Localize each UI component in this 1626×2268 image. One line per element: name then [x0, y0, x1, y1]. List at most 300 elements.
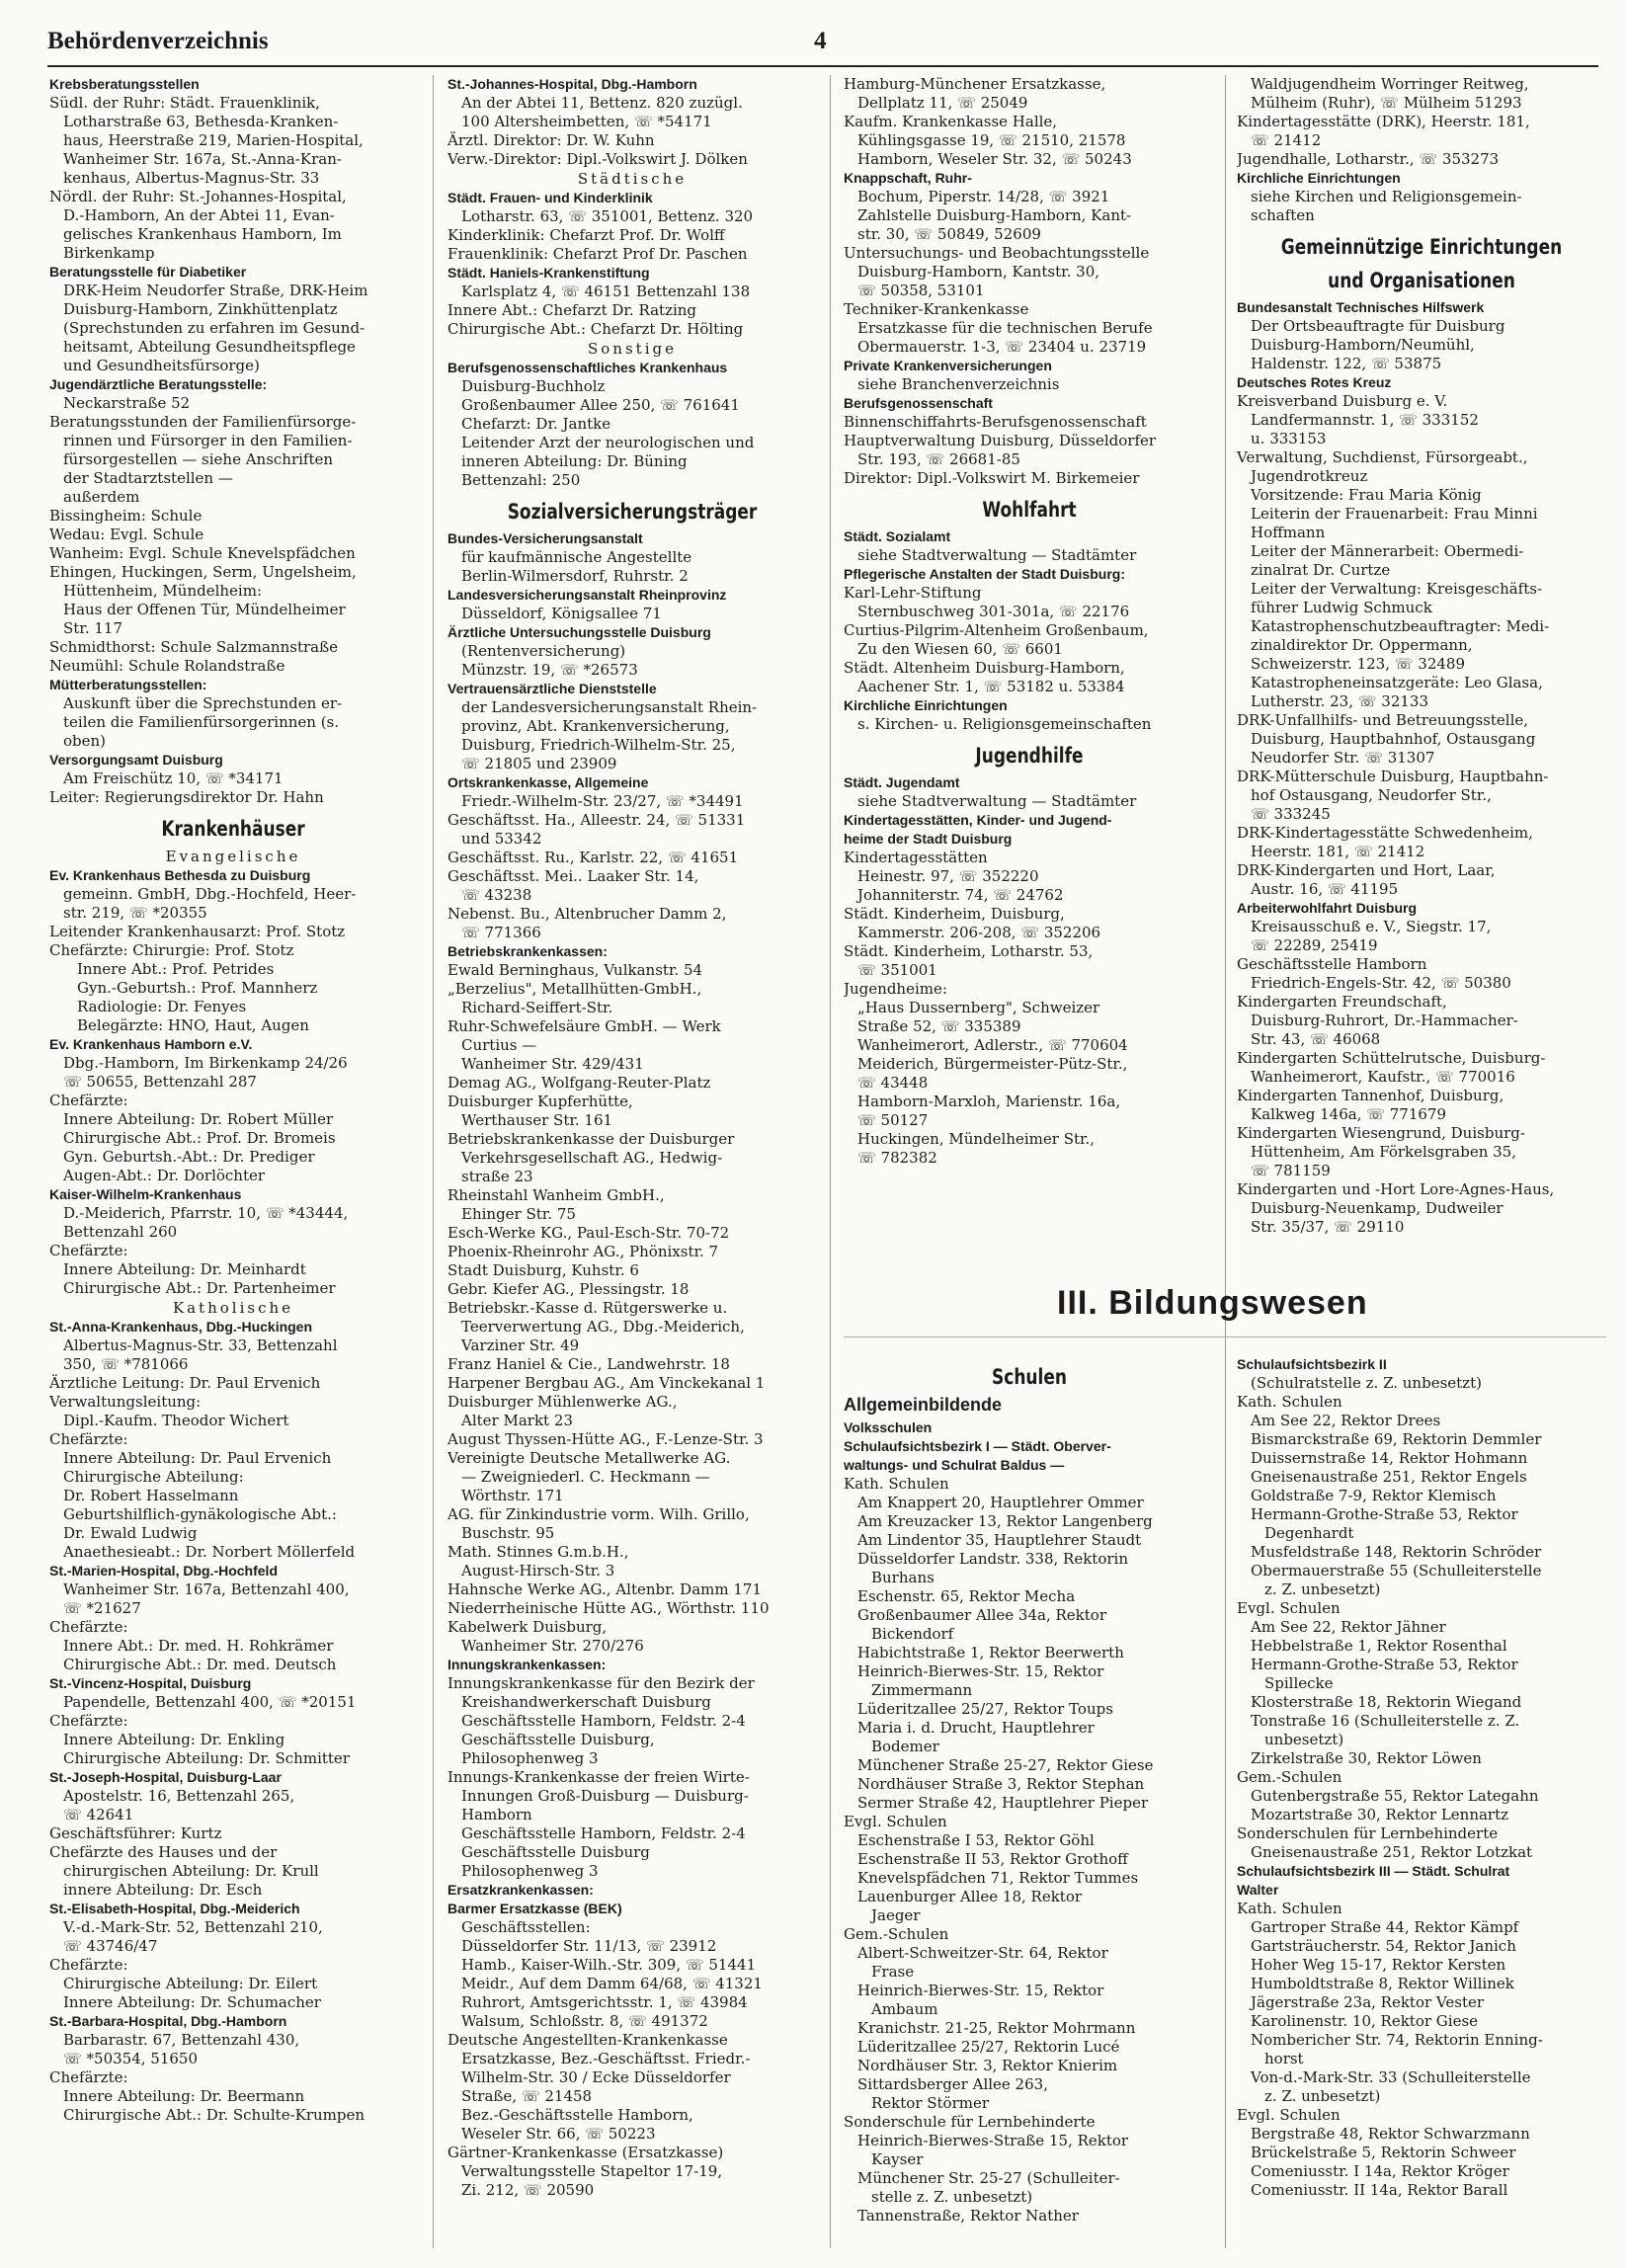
entry-line: Ärztliche Leitung: Dr. Paul Ervenich	[49, 1374, 321, 1392]
entry-detail: z. Z. unbesetzt)	[1264, 1580, 1381, 1598]
entry-detail: Landfermannstr. 1, ☏ 333152	[1251, 411, 1479, 429]
entry-detail: Frase	[871, 1963, 915, 1981]
entry-line: Hahnsche Werke AG., Altenbr. Damm 171	[447, 1580, 762, 1598]
entry-detail: Geschäftsstelle Hamborn, Feldstr. 2-4	[461, 1712, 746, 1730]
entry-detail: Lotharstraße 63, Bethesda-Kranken-	[63, 113, 339, 130]
entry-detail: Münchener Straße 25-27, Rektor Giese	[857, 1756, 1154, 1774]
entry-detail: August-Hirsch-Str. 3	[461, 1562, 615, 1580]
entry-detail: Chirurgische Abt.: Dr. Partenheimer	[63, 1279, 336, 1297]
entry-line: Neumühl: Schule Rolandstraße	[49, 657, 285, 675]
column-divider	[830, 75, 831, 2248]
entry-detail: Ersatzkasse, Bez.-Geschäftsst. Friedr.-	[461, 2050, 751, 2067]
entry-detail: Str. 43, ☏ 46068	[1251, 1030, 1381, 1048]
entry-line: Duisburger Kupferhütte,	[447, 1093, 633, 1110]
entry-detail: Innere Abteilung: Dr. Beermann	[63, 2087, 305, 2105]
entry-detail: z. Z. unbesetzt)	[1264, 2087, 1381, 2105]
entry-detail: Innere Abteilung: Dr. Meinhardt	[63, 1260, 306, 1278]
entry-line: Verwaltungsleitung:	[49, 1393, 202, 1411]
entry-detail: Duisburg, Friedrich-Wilhelm-Str. 25,	[461, 736, 736, 754]
entry-heading: Berufsgenossenschaftliches Krankenhaus	[447, 360, 728, 375]
entry-detail: Am See 22, Rektor Jähner	[1251, 1618, 1446, 1636]
entry-detail: Brückelstraße 5, Rektorin Schweer	[1251, 2144, 1516, 2161]
entry-detail: Austr. 16, ☏ 41195	[1251, 880, 1399, 898]
entry-detail: ☏ *21627	[63, 1599, 141, 1617]
entry-line: Kath. Schulen	[844, 1475, 949, 1493]
entry-detail: Lauenburger Allee 18, Rektor	[857, 1888, 1083, 1905]
entry-detail: Münzstr. 19, ☏ *26573	[461, 661, 638, 679]
entry-detail: Lüderitzallee 25/27, Rektorin Lucé	[857, 2038, 1120, 2056]
entry-detail: Vorsitzende: Frau Maria König	[1251, 486, 1482, 504]
entry-detail: Aachener Str. 1, ☏ 53182 u. 53384	[857, 678, 1125, 695]
entry-detail: Kreishandwerkerschaft Duisburg	[461, 1693, 711, 1711]
entry-detail: Großenbaumer Allee 34a, Rektor	[857, 1606, 1106, 1624]
entry-detail: Dbg.-Hamborn, Im Birkenkamp 24/26	[63, 1054, 348, 1072]
entry-detail: Heinrich-Bierwes-Straße 15, Rektor	[857, 2132, 1129, 2149]
entry-detail: Buschstr. 95	[461, 1524, 555, 1542]
entry-detail: und 53342	[461, 830, 542, 848]
entry-detail: Albertus-Magnus-Str. 33, Bettenzahl	[63, 1336, 338, 1354]
entry-line: Kindergarten Freundschaft,	[1237, 993, 1447, 1011]
entry-detail: Karlsplatz 4, ☏ 46151 Bettenzahl 138	[461, 283, 751, 300]
entry-detail: Hüttenheim, Mündelheim:	[63, 582, 262, 600]
entry-detail: Jägerstraße 23a, Rektor Vester	[1251, 1993, 1485, 2011]
entry-detail: unbesetzt)	[1264, 1731, 1344, 1748]
entry-heading: Volksschulen	[844, 1419, 933, 1435]
entry-detail: Johanniterstr. 74, ☏ 24762	[857, 886, 1064, 904]
entry-heading: St.-Marien-Hospital, Dbg.-Hochfeld	[49, 1563, 278, 1579]
entry-detail: und Gesundheitsfürsorge)	[63, 357, 260, 374]
entry-detail: Apostelstr. 16, Bettenzahl 265,	[63, 1787, 295, 1805]
entry-detail: Zu den Wiesen 60, ☏ 6601	[857, 640, 1063, 658]
entry-line: Geschäftsführer: Kurtz	[49, 1824, 222, 1842]
entry-detail: Chirurgische Abteilung:	[63, 1468, 244, 1486]
entry-detail: Wanheimerort, Adlerstr., ☏ 770604	[857, 1036, 1128, 1054]
entry-detail: oben)	[63, 732, 107, 750]
entry-line: Niederrheinische Hütte AG., Wörthstr. 110	[447, 1599, 770, 1617]
entry-detail: ☏ 42641	[63, 1806, 134, 1823]
entry-heading: Schulaufsichtsbezirk II	[1237, 1356, 1387, 1372]
entry-line: Innungskrankenkasse für den Bezirk der	[447, 1674, 755, 1692]
entry-detail: Chirurgische Abt.: Dr. med. Deutsch	[63, 1656, 337, 1673]
entry-detail: Heinrich-Bierwes-Str. 15, Rektor	[857, 1662, 1104, 1680]
entry-heading: Ev. Krankenhaus Bethesda zu Duisburg	[49, 867, 311, 883]
entry-detail: Zimmermann	[871, 1681, 973, 1699]
entry-detail: Haus der Offenen Tür, Mündelheimer	[63, 601, 346, 618]
section-heading: Schulen	[991, 1365, 1067, 1389]
entry-detail: Waldjugendheim Worringer Reitweg,	[1251, 75, 1529, 93]
entry-detail: Verkehrsgesellschaft AG., Hedwig-	[461, 1149, 723, 1167]
entry-detail: Varziner Str. 49	[461, 1336, 580, 1354]
category-label: Katholische	[172, 1299, 294, 1317]
subsection-heading: Allgemeinbildende	[844, 1395, 1003, 1415]
entry-heading: Städt. Frauen- und Kinderklinik	[447, 190, 653, 205]
entry-detail: Berlin-Wilmersdorf, Ruhrstr. 2	[461, 567, 689, 585]
entry-detail: Duisburg-Hamborn/Neumühl,	[1251, 336, 1475, 354]
entry-line: Chefärzte:	[49, 1956, 128, 1974]
entry-detail: Leiterin der Frauenarbeit: Frau Minni	[1251, 505, 1538, 523]
column-1	[49, 75, 417, 2258]
entry-detail: Leiter der Verwaltung: Kreisgeschäfts-	[1251, 580, 1543, 598]
running-title: Behördenverzeichnis	[47, 28, 269, 54]
entry-line: Geschäftsstelle Hamborn	[1237, 955, 1427, 973]
entry-detail: Bickendorf	[871, 1625, 954, 1643]
entry-line: Gebr. Kiefer AG., Plessingstr. 18	[447, 1280, 690, 1298]
entry-detail: zinaldirektor Dr. Oppermann,	[1251, 636, 1473, 654]
entry-detail: für kaufmännische Angestellte	[461, 548, 692, 566]
entry-line: „Berzelius", Metallhütten-GmbH.,	[447, 980, 702, 998]
entry-detail: u. 333153	[1251, 430, 1327, 447]
entry-line: Evgl. Schulen	[1237, 1599, 1341, 1617]
entry-heading: Ortskrankenkasse, Allgemeine	[447, 774, 649, 790]
entry-heading: Barmer Ersatzkasse (BEK)	[447, 1901, 622, 1916]
entry-detail: straße 23	[461, 1168, 533, 1185]
entry-detail: Bochum, Piperstr. 14/28, ☏ 3921	[857, 188, 1110, 205]
entry-line: Evgl. Schulen	[1237, 2106, 1341, 2124]
entry-detail: (Schulratstelle z. Z. unbesetzt)	[1251, 1374, 1482, 1392]
entry-line: Direktor: Dipl.-Volkswirt M. Birkemeier	[844, 469, 1140, 487]
entry-detail: ☏ *50354, 51650	[63, 2050, 198, 2067]
entry-line: Kabelwerk Duisburg,	[447, 1618, 608, 1636]
entry-detail: ☏ 771366	[461, 924, 541, 941]
entry-line: Bissingheim: Schule	[49, 507, 203, 525]
entry-line: Wedau: Evgl. Schule	[49, 526, 204, 543]
section-heading: Sozialversicherungsträger	[507, 500, 758, 524]
entry-detail: DRK-Heim Neudorfer Straße, DRK-Heim	[63, 282, 368, 299]
entry-detail: Obermauerstraße 55 (Schulleiterstelle	[1251, 1562, 1542, 1580]
entry-detail: Str. 193, ☏ 26681-85	[857, 450, 1020, 468]
entry-detail: Wanheimer Str. 167a, Bettenzahl 400,	[63, 1580, 350, 1598]
entry-detail: siehe Stadtverwaltung — Stadtämter	[857, 546, 1137, 564]
entry-detail: Schweizerstr. 123, ☏ 32489	[1251, 655, 1465, 673]
entry-detail: Huckingen, Mündelheimer Str.,	[857, 1130, 1096, 1148]
entry-detail: siehe Kirchen und Religionsgemein-	[1251, 188, 1522, 205]
entry-detail: Hermann-Grothe-Straße 53, Rektor	[1251, 1656, 1518, 1673]
entry-detail: Heinestr. 97, ☏ 352220	[857, 867, 1039, 885]
entry-detail: Radiologie: Dr. Fenyes	[77, 998, 247, 1015]
page-number: 4	[814, 28, 827, 54]
entry-heading: Bundesanstalt Technisches Hilfswerk	[1237, 299, 1485, 315]
category-label: Städtische	[577, 170, 688, 188]
entry-detail: Philosophenweg 3	[461, 1862, 599, 1880]
entry-detail: (Rentenversicherung)	[461, 642, 626, 660]
entry-detail: ☏ 43238	[461, 886, 532, 904]
column-3	[844, 75, 1215, 1260]
entry-line: Frauenklinik: Chefarzt Prof Dr. Paschen	[447, 245, 748, 263]
entry-heading: Innungskrankenkassen:	[447, 1657, 607, 1672]
entry-detail: Alter Markt 23	[461, 1412, 573, 1429]
entry-detail: Geschäftsstelle Duisburg,	[461, 1731, 655, 1748]
entry-heading: Knappschaft, Ruhr-	[844, 170, 972, 186]
entry-detail: Albert-Schweitzer-Str. 64, Rektor	[857, 1944, 1108, 1962]
entry-detail: Hamb., Kaiser-Wilh.-Str. 309, ☏ 51441	[461, 1956, 757, 1974]
entry-line: Kindergarten Tannenhof, Duisburg,	[1237, 1087, 1504, 1104]
entry-detail: str. 219, ☏ *20355	[63, 904, 207, 922]
entry-line: Rheinstahl Wanheim GmbH.,	[447, 1186, 665, 1204]
entry-detail: schaften	[1251, 206, 1315, 224]
section-heading: III. Bildungswesen	[1057, 1284, 1368, 1322]
entry-line: Kaufm. Krankenkasse Halle,	[844, 113, 1058, 130]
entry-detail: Duisburg-Hamborn, Kantstr. 30,	[857, 263, 1100, 281]
entry-detail: Friedrich-Engels-Str. 42, ☏ 50380	[1251, 974, 1511, 992]
entry-detail: „Haus Dussernberg", Schweizer	[857, 999, 1100, 1016]
entry-detail: Hüttenheim, Am Förkelsgraben 35,	[1251, 1143, 1516, 1161]
entry-detail: Duisburg, Hauptbahnhof, Ostausgang	[1251, 730, 1536, 748]
entry-line: Städt. Kinderheim, Lotharstr. 53,	[844, 942, 1094, 960]
entry-detail: Am See 22, Rektor Drees	[1251, 1412, 1441, 1429]
entry-detail: Gyn.-Geburtsh.: Prof. Mannherz	[77, 979, 318, 997]
entry-detail: Neudorfer Str. ☏ 31307	[1251, 749, 1435, 767]
entry-detail: Birkenkamp	[63, 244, 155, 262]
entry-heading: Kirchliche Einrichtungen	[1237, 170, 1401, 186]
entry-line: Chefärzte: Chirurgie: Prof. Stotz	[49, 941, 294, 959]
entry-line: Ewald Berninghaus, Vulkanstr. 54	[447, 961, 703, 979]
entry-line: Stadt Duisburg, Kuhstr. 6	[447, 1261, 639, 1279]
entry-line: Leitender Krankenhausarzt: Prof. Stotz	[49, 923, 346, 940]
entry-detail: chirurgischen Abteilung: Dr. Krull	[63, 1862, 319, 1880]
entry-heading: Bundes-Versicherungsanstalt	[447, 530, 643, 546]
entry-line: Schmidthorst: Schule Salzmannstraße	[49, 638, 338, 656]
category-label: Sonstige	[588, 340, 677, 358]
entry-detail: Am Kreuzacker 13, Rektor Langenberg	[857, 1512, 1153, 1530]
entry-detail: Zi. 212, ☏ 20590	[461, 2181, 595, 2199]
entry-heading: Pflegerische Anstalten der Stadt Duisburg:	[844, 566, 1125, 582]
category-label: Evangelische	[165, 848, 301, 865]
entry-detail: siehe Branchenverzeichnis	[857, 375, 1060, 393]
entry-detail: Bettenzahl 260	[63, 1223, 178, 1241]
entry-detail: teilen die Familienfürsorgerinnen (s.	[63, 713, 340, 731]
entry-detail: Nombericher Str. 74, Rektorin Enning-	[1251, 2031, 1543, 2049]
entry-detail: heitsamt, Abteilung Gesundheitspflege	[63, 338, 356, 356]
entry-detail: Sittardsberger Allee 263,	[857, 2075, 1048, 2093]
entry-detail: Meiderich, Bürgermeister-Pütz-Str.,	[857, 1055, 1128, 1073]
entry-heading: St.-Elisabeth-Hospital, Dbg.-Meiderich	[49, 1901, 300, 1916]
entry-line: Chefärzte:	[49, 1712, 128, 1730]
entry-detail: Klosterstraße 18, Rektorin Wiegand	[1251, 1693, 1522, 1711]
entry-heading: waltungs- und Schulrat Baldus —	[844, 1457, 1065, 1473]
entry-detail: Meidr., Auf dem Damm 64/68, ☏ 41321	[461, 1975, 763, 1992]
entry-detail: Innere Abt.: Prof. Petrides	[77, 960, 275, 978]
entry-line: Harpener Bergbau AG., Am Vinckekanal 1	[447, 1374, 766, 1392]
entry-line: Karl-Lehr-Stiftung	[844, 584, 982, 602]
entry-heading: Walter	[1237, 1882, 1279, 1898]
entry-detail: Str. 117	[63, 619, 122, 637]
entry-line: DRK-Unfallhilfs- und Betreuungsstelle,	[1237, 711, 1529, 729]
entry-line: Evgl. Schulen	[844, 1813, 947, 1830]
entry-line: Gärtner-Krankenkasse (Ersatzkasse)	[447, 2144, 724, 2161]
entry-detail: ☏ 22289, 25419	[1251, 936, 1378, 954]
entry-line: Jugendheime:	[844, 980, 947, 998]
entry-heading: Städt. Sozialamt	[844, 528, 951, 544]
entry-detail: Gyn. Geburtsh.-Abt.: Dr. Prediger	[63, 1148, 315, 1166]
entry-detail: D.-Meiderich, Pfarrstr. 10, ☏ *43444,	[63, 1204, 349, 1222]
entry-line: Math. Stinnes G.m.b.H.,	[447, 1543, 629, 1561]
entry-heading: St.-Anna-Krankenhaus, Dbg.-Huckingen	[49, 1319, 313, 1335]
section-heading: und Organisationen	[1328, 269, 1515, 292]
entry-line: Kindergarten und -Hort Lore-Agnes-Haus,	[1237, 1180, 1555, 1198]
entry-line: Hauptverwaltung Duisburg, Düsseldorfer	[844, 432, 1157, 449]
entry-detail: Sternbuschweg 301-301a, ☏ 22176	[857, 603, 1130, 620]
entry-line: Chefärzte:	[49, 2068, 128, 2086]
entry-detail: ☏ 43746/47	[63, 1937, 158, 1955]
entry-detail: Chefarzt: Dr. Jantke	[461, 415, 611, 433]
entry-line: August Thyssen-Hütte AG., F.-Lenze-Str. 3	[447, 1430, 764, 1448]
entry-detail: Gutenbergstraße 55, Rektor Lategahn	[1251, 1787, 1539, 1805]
entry-line: Ruhr-Schwefelsäure GmbH. — Werk	[447, 1017, 721, 1035]
entry-detail: Gneisenaustraße 251, Rektor Lotzkat	[1251, 1843, 1533, 1861]
entry-detail: Mülheim (Ruhr), ☏ Mülheim 51293	[1251, 94, 1522, 112]
entry-heading: Ersatzkrankenkassen:	[447, 1882, 594, 1898]
entry-detail: Weseler Str. 66, ☏ 50223	[461, 2125, 656, 2143]
entry-detail: Kalkweg 146a, ☏ 771679	[1251, 1105, 1447, 1123]
entry-heading: Krebsberatungsstellen	[49, 76, 200, 92]
entry-line: Sonderschulen für Lernbehinderte	[1237, 1824, 1499, 1842]
entry-detail: Rektor Störmer	[871, 2094, 990, 2112]
entry-line: Gem.-Schulen	[1237, 1768, 1342, 1786]
entry-detail: siehe Stadtverwaltung — Stadtämter	[857, 792, 1137, 810]
entry-line: Franz Haniel & Cie., Landwehrstr. 18	[447, 1355, 730, 1373]
entry-detail: Werthauser Str. 161	[461, 1111, 613, 1129]
entry-line: Hamburg-Münchener Ersatzkasse,	[844, 75, 1106, 93]
entry-detail: Zahlstelle Duisburg-Hamborn, Kant-	[857, 206, 1132, 224]
entry-heading: Arbeiterwohlfahrt Duisburg	[1237, 900, 1418, 916]
column-divider	[433, 75, 434, 2248]
entry-detail: Wanheimer Str. 429/431	[461, 1055, 644, 1073]
entry-detail: hof Ostausgang, Neudorfer Str.,	[1251, 786, 1492, 804]
entry-detail: Obermauerstr. 1-3, ☏ 23404 u. 23719	[857, 338, 1147, 356]
entry-detail: Hamborn, Weseler Str. 32, ☏ 50243	[857, 150, 1132, 168]
entry-line: Kindergarten Schüttelrutsche, Duisburg-	[1237, 1049, 1546, 1067]
entry-detail: (Sprechstunden zu erfahren im Gesund-	[63, 319, 366, 337]
entry-detail: Düsseldorfer Landstr. 338, Rektorin	[857, 1550, 1128, 1568]
entry-detail: Nordhäuser Str. 3, Rektor Knierim	[857, 2057, 1118, 2074]
entry-heading: Jugendärztliche Beratungsstelle:	[49, 376, 268, 392]
entry-detail: Kayser	[871, 2150, 924, 2168]
entry-line: AG. für Zinkindustrie vorm. Wilh. Grillo,	[447, 1505, 750, 1523]
entry-line: Chefärzte:	[49, 1618, 128, 1636]
entry-detail: An der Abtei 11, Bettenz. 820 zuzügl.	[461, 94, 743, 112]
entry-detail: ☏ 21805 und 23909	[461, 755, 617, 772]
entry-line: Leiter: Regierungsdirektor Dr. Hahn	[49, 788, 324, 806]
entry-heading: Berufsgenossenschaft	[844, 395, 993, 411]
entry-heading: heime der Stadt Duisburg	[844, 831, 1013, 847]
entry-detail: Hebbelstraße 1, Rektor Rosenthal	[1251, 1637, 1507, 1655]
entry-detail: Kreisausschuß e. V., Siegstr. 17,	[1251, 918, 1492, 935]
entry-detail: Wanheimerort, Kaufstr., ☏ 770016	[1251, 1068, 1515, 1086]
entry-detail: Musfeldstraße 148, Rektorin Schröder	[1251, 1543, 1542, 1561]
entry-detail: Philosophenweg 3	[461, 1749, 599, 1767]
entry-line: Gem.-Schulen	[844, 1925, 949, 1943]
entry-detail: Anaethesieabt.: Dr. Norbert Möllerfeld	[63, 1543, 356, 1561]
entry-detail: ☏ 333245	[1251, 805, 1331, 823]
entry-line: Innere Abt.: Chefarzt Dr. Ratzing	[447, 301, 697, 319]
entry-detail: Knevelspfädchen 71, Rektor Tummes	[857, 1869, 1139, 1887]
entry-line: DRK-Mütterschule Duisburg, Hauptbahn-	[1237, 768, 1549, 785]
entry-detail: zinalrat Dr. Curtze	[1251, 561, 1391, 579]
entry-detail: Zirkelstraße 30, Rektor Löwen	[1251, 1749, 1482, 1767]
entry-detail: Am Freischütz 10, ☏ *34171	[63, 770, 284, 787]
entry-detail: Dr. Robert Hasselmann	[63, 1487, 239, 1504]
entry-detail: Maria i. d. Drucht, Hauptlehrer	[857, 1719, 1095, 1737]
entry-heading: St.-Johannes-Hospital, Dbg.-Hamborn	[447, 76, 697, 92]
entry-line: Geschäftsst. Ru., Karlstr. 22, ☏ 41651	[447, 849, 739, 866]
entry-line: Jugendhalle, Lotharstr., ☏ 353273	[1237, 150, 1500, 168]
entry-detail: Dr. Ewald Ludwig	[63, 1524, 198, 1542]
entry-line: Sonderschule für Lernbehinderte	[844, 2113, 1096, 2131]
entry-line: Kindertagesstätten	[844, 849, 988, 866]
entry-detail: Dellplatz 11, ☏ 25049	[857, 94, 1028, 112]
entry-detail: 100 Altersheimbetten, ☏ *54171	[461, 113, 712, 130]
entry-detail: haus, Heerstraße 219, Marien-Hospital,	[63, 131, 364, 149]
entry-detail: Wilhelm-Str. 30 / Ecke Düsseldorfer	[461, 2068, 731, 2086]
entry-line: Kinderklinik: Chefarzt Prof. Dr. Wolff	[447, 226, 725, 244]
entry-line: Städt. Altenheim Duisburg-Hamborn,	[844, 659, 1125, 677]
entry-detail: Wanheimer Str. 270/276	[461, 1637, 644, 1655]
entry-heading: St.-Joseph-Hospital, Duisburg-Laar	[49, 1769, 282, 1785]
entry-detail: Tonstraße 16 (Schulleiterstelle z. Z.	[1251, 1712, 1520, 1730]
entry-line: Kindertagesstätte (DRK), Heerstr. 181,	[1237, 113, 1530, 130]
entry-detail: Innere Abteilung: Dr. Paul Ervenich	[63, 1449, 332, 1467]
entry-detail: Belegärzte: HNO, Haut, Augen	[77, 1016, 309, 1034]
entry-detail: 350, ☏ *781066	[63, 1355, 189, 1373]
entry-detail: Innungen Groß-Duisburg — Duisburg-	[461, 1787, 749, 1805]
entry-detail: Bismarckstraße 69, Rektorin Demmler	[1251, 1430, 1542, 1448]
entry-heading: Städt. Haniels-Krankenstiftung	[447, 265, 650, 281]
column-4	[1237, 75, 1606, 1260]
entry-detail: Richard-Seiffert-Str.	[461, 999, 613, 1016]
entry-detail: Leitender Arzt der neurologischen und	[461, 434, 755, 451]
entry-detail: Kammerstr. 206-208, ☏ 352206	[857, 924, 1101, 941]
entry-heading: Mütterberatungsstellen:	[49, 677, 207, 692]
entry-heading: Städt. Jugendamt	[844, 774, 960, 790]
entry-heading: Schulaufsichtsbezirk I — Städt. Oberver-	[844, 1438, 1111, 1454]
entry-detail: der Stadtarztstellen —	[63, 469, 233, 487]
entry-detail: fürsorgestellen — siehe Anschriften	[63, 450, 334, 468]
entry-detail: Bergstraße 48, Rektor Schwarzmann	[1251, 2125, 1530, 2143]
entry-detail: Neckarstraße 52	[63, 394, 191, 412]
entry-line: Duisburger Mühlenwerke AG.,	[447, 1393, 678, 1411]
section-heading: Krankenhäuser	[161, 817, 305, 841]
entry-detail: ☏ 782382	[857, 1149, 937, 1167]
entry-detail: ☏ 43448	[857, 1074, 929, 1092]
entry-detail: Straße 52, ☏ 335389	[857, 1017, 1021, 1035]
entry-detail: Kranichstr. 21-25, Rektor Mohrmann	[857, 2019, 1136, 2037]
entry-detail: Hamborn-Marxloh, Marienstr. 16a,	[857, 1093, 1121, 1110]
column-4-lower	[1237, 1355, 1606, 2244]
entry-line: Curtius-Pilgrim-Altenheim Großenbaum,	[844, 621, 1149, 639]
entry-detail: Hamborn	[461, 1806, 532, 1823]
entry-detail: Eschenstraße II 53, Rektor Grothoff	[857, 1850, 1128, 1868]
entry-detail: Katastropheneinsatzgeräte: Leo Glasa,	[1251, 674, 1543, 691]
entry-detail: Lutherstr. 23, ☏ 32133	[1251, 692, 1429, 710]
entry-line: Deutsche Angestellten-Krankenkasse	[447, 2031, 728, 2049]
entry-line: Verwaltung, Suchdienst, Fürsorgeabt.,	[1237, 448, 1528, 466]
entry-heading: Private Krankenversicherungen	[844, 358, 1052, 373]
entry-detail: Augen-Abt.: Dr. Dorlöchter	[63, 1167, 266, 1184]
entry-detail: — Zweigniederl. C. Heckmann —	[461, 1468, 710, 1486]
entry-detail: Eschenstr. 65, Rektor Mecha	[857, 1587, 1076, 1605]
entry-detail: horst	[1264, 2050, 1304, 2067]
entry-line: Chefärzte des Hauses und der	[49, 1843, 278, 1861]
entry-line: Innungs-Krankenkasse der freien Wirte-	[447, 1768, 750, 1786]
entry-detail: Dipl.-Kaufm. Theodor Wichert	[63, 1412, 289, 1429]
entry-detail: Mozartstraße 30, Rektor Lennartz	[1251, 1806, 1509, 1823]
entry-detail: Chirurgische Abteilung: Dr. Eilert	[63, 1975, 318, 1992]
entry-detail: Ambaum	[871, 2000, 938, 2018]
entry-detail: Haldenstr. 122, ☏ 53875	[1251, 355, 1442, 372]
entry-heading: Kaiser-Wilhelm-Krankenhaus	[49, 1186, 242, 1202]
entry-detail: kenhaus, Albertus-Magnus-Str. 33	[63, 169, 320, 187]
entry-line: Chefärzte:	[49, 1430, 128, 1448]
